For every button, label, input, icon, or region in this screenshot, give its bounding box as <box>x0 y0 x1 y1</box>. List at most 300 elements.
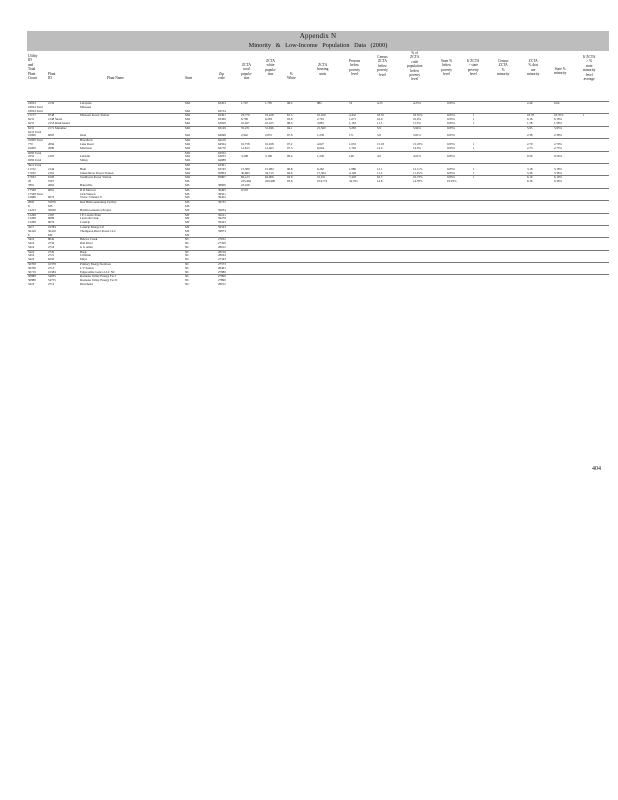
table-cell: NC <box>185 265 190 270</box>
table-cell: 9.83% <box>447 145 455 150</box>
table-cell: 50888 <box>28 278 36 283</box>
table-cell: 18034 <box>28 101 36 105</box>
table-cell: 59101 <box>218 212 226 217</box>
table-cell: 5416 <box>28 249 35 254</box>
table-cell: 2.38% <box>554 133 562 138</box>
table-cell: 10.73% <box>413 175 423 180</box>
table-cell: 9.83% <box>447 120 455 125</box>
table-cell: 63369 <box>218 117 226 122</box>
table-cell: 6.36% <box>554 179 562 184</box>
table-cell: 93.6 <box>287 179 293 184</box>
table-cell: 10.7 <box>377 175 383 180</box>
table-cell: 63134 <box>218 108 226 113</box>
table-cell: 65807 <box>218 175 226 180</box>
header-utility: Utility ID and Total Plant Count <box>28 54 38 81</box>
header-census-minority: Census ZCTA % minority <box>497 59 510 77</box>
table-cell: 1,163 <box>349 120 356 125</box>
table-cell: 18034 Total <box>28 108 43 113</box>
table-cell: 10,758 <box>241 141 250 146</box>
header-flag-minority: If ZCTA > % state minority level average <box>583 55 596 82</box>
table-cell: 6089 <box>48 216 55 221</box>
table-cell: L V Sutton <box>80 265 94 270</box>
table-cell: MO <box>185 113 190 118</box>
table-cell: Belews Creek <box>80 237 98 242</box>
table-cell: 171 <box>349 133 354 138</box>
table-cell: 6061 <box>48 187 55 192</box>
table-cell: 5.81% <box>413 133 421 138</box>
table-cell: 54035 <box>48 274 56 279</box>
table-cell: Hunt <box>80 166 87 171</box>
header-poverty: Persons below poverty level <box>349 59 361 77</box>
table-cell: 9.83% <box>447 113 455 118</box>
table-cell: 21,560 <box>317 125 326 130</box>
table-cell: MO <box>185 138 190 143</box>
table-cell: 220,490 <box>265 179 276 184</box>
table-cell: 17568 <box>28 187 36 192</box>
table-cell: 28401 <box>218 265 226 270</box>
table-cell: Batesville <box>80 182 93 187</box>
table-cell: Lake Road <box>80 141 94 146</box>
table-cell: 7801 <box>28 182 35 187</box>
table-cell: MO <box>185 158 190 163</box>
table-cell: 11722 <box>28 166 36 171</box>
table-cell: 2062 <box>48 182 55 187</box>
table-cell: 36,683 <box>241 170 250 175</box>
table-cell: 1 <box>473 117 475 122</box>
table-cell: 2721 <box>48 253 55 258</box>
table-cell: 2103 <box>48 154 55 159</box>
table-cell: 11.25% <box>413 170 423 175</box>
header-zcta-white: ZCTA white popula- tion <box>265 59 276 77</box>
table-cell: TOT <box>48 179 54 184</box>
table-cell: 9.83% <box>447 133 455 138</box>
table-cell: 2187 <box>48 212 55 217</box>
table-cell: 3,208 <box>241 154 248 159</box>
table-cell: 1 <box>473 120 475 125</box>
table-cell: 4.25% <box>413 101 421 105</box>
table-cell: NC <box>185 262 190 267</box>
table-cell: 94.1 <box>287 125 293 130</box>
table-cell: 6195 <box>48 175 55 180</box>
table-cell: 28024 <box>218 253 226 258</box>
table-cell: 8 <box>28 203 30 208</box>
table-cell: 770 <box>28 141 33 146</box>
table-cell: 15,084 <box>265 166 274 171</box>
table-cell: 6231 Total <box>28 129 42 134</box>
table-cell: 1,633 <box>349 141 356 146</box>
table-cell: 28159 <box>218 249 226 254</box>
table-cell: 64120 <box>218 138 226 143</box>
table-cell: 27890 <box>218 278 226 283</box>
table-cell: MS <box>185 203 190 208</box>
table-cell: 2080 <box>48 145 55 150</box>
table-cell: 0.04 <box>554 101 560 105</box>
table-cell: 98.2 <box>287 101 293 105</box>
table-cell: 10384 <box>48 269 56 274</box>
table-cell: 69,123 <box>241 175 250 180</box>
table-cell: 6072 <box>48 195 55 200</box>
table-cell: 2153 Rush Island <box>48 120 70 125</box>
table-cell: G G Allen <box>80 244 93 249</box>
table-cell: 10784 <box>48 224 56 229</box>
table-cell: 34,715 <box>265 170 274 175</box>
table-cell: 7,418 <box>349 175 356 180</box>
header-pct-zcta-below: % of ZCTA code population below poverty level <box>407 51 423 82</box>
table-cell: 6.18% <box>554 117 562 122</box>
table-cell: 17,304 <box>317 170 326 175</box>
table-cell: 26 <box>28 179 32 184</box>
table-cell: 10,267 <box>241 120 250 125</box>
table-cell: 6748 <box>48 113 55 118</box>
header-plant-name: Plant Name <box>107 76 124 80</box>
table-cell: NC <box>185 282 190 287</box>
table-cell: 1,230 <box>317 154 324 159</box>
table-cell: Mayo <box>80 257 88 262</box>
table-cell: Montrose <box>80 145 92 150</box>
table-cell: Southwest Power Station <box>80 175 112 180</box>
table-cell: 28012 <box>218 282 226 287</box>
table-cell: 27573 <box>218 262 226 267</box>
table-cell: 55,231 <box>241 125 250 130</box>
header-state: State <box>185 76 193 80</box>
table-cell: 2.73 <box>527 145 533 150</box>
table-cell: 16.0% <box>413 117 421 122</box>
table-cell: 27343 <box>218 257 226 262</box>
table-cell: 18.55 <box>377 113 384 118</box>
table-cell: 39465 <box>218 187 226 192</box>
header-zip: Zip code <box>218 72 225 81</box>
table-cell: 38606 <box>218 182 226 187</box>
table-cell: Hardin Generator Project <box>80 207 112 212</box>
table-cell: 14233 <box>28 207 36 212</box>
header-zcta-pop: ZCTA total popula- tion <box>241 63 252 81</box>
table-cell: 2,942 <box>241 133 248 138</box>
table-cell: 5.36 <box>527 170 533 175</box>
table-cell: 15.18% <box>413 141 423 146</box>
title-banner <box>27 31 609 51</box>
table-cell: MT <box>185 224 190 229</box>
table-cell: 5416 <box>28 282 35 287</box>
table-cell: 6.10% <box>554 175 562 180</box>
table-cell: 6231 <box>28 125 35 130</box>
table-cell: 39735 <box>218 200 226 205</box>
table-cell: 17632 <box>28 175 36 180</box>
table-cell: 2.40 <box>527 101 533 105</box>
header-state-below: State % below poverty level <box>441 59 453 77</box>
table-cell: 3.18 <box>527 166 533 171</box>
table-cell: Victor J Daniel Jr <box>80 195 102 200</box>
table-cell: MS <box>185 187 190 192</box>
table-cell: R D Morrow <box>80 187 96 192</box>
table-cell: 11.3 <box>377 170 383 175</box>
table-cell: Dan River <box>80 241 93 246</box>
table-cell: Jack Watson <box>80 191 96 196</box>
table-cell: MO <box>185 108 190 113</box>
table-cell: 17632 <box>28 170 36 175</box>
table-cell: Labadie <box>80 154 90 159</box>
header-state-minority: State % minority <box>554 67 567 76</box>
table-cell: 1 <box>473 141 475 146</box>
table-cell: NC <box>185 274 190 279</box>
table-cell: 1 <box>473 145 475 150</box>
table-cell: MS <box>48 203 53 208</box>
table-cell: 9.83% <box>447 166 455 171</box>
table-cell: Roanoke Valley Energy Fac II <box>80 278 118 283</box>
table-cell: 28012 <box>218 244 226 249</box>
table-cell: 12.1 <box>377 166 383 171</box>
table-cell: Riverbend <box>80 282 93 287</box>
table-cell: 64504 <box>218 141 226 146</box>
table-cell: MT <box>185 207 190 212</box>
table-cell: 56410 <box>28 228 36 233</box>
table-cell: 6.18 <box>527 117 533 122</box>
table-cell: MO <box>185 133 190 138</box>
table-cell: 6231 <box>28 120 35 125</box>
table-cell: 4,128 <box>349 170 356 175</box>
table-cell: Buck <box>80 249 87 254</box>
table-cell: 99.4 <box>287 154 293 159</box>
table-cell: 6,709 <box>241 117 248 122</box>
table-cell: 1 <box>583 113 585 118</box>
table-cell: 1 <box>473 166 475 171</box>
table-cell: 14.0 <box>377 145 383 150</box>
table-cell: 6.36 <box>527 179 533 184</box>
table-cell: 6582 Total <box>28 150 42 155</box>
table-cell: MT <box>185 228 190 233</box>
table-cell: Lewis & Clark <box>80 216 99 221</box>
table-cell: 97.2 <box>287 141 293 146</box>
table-cell: 2718 <box>48 244 55 249</box>
table-row <box>27 283 609 287</box>
table-cell: 10000 <box>28 145 36 150</box>
table-cell: Missouri <box>80 104 92 109</box>
table-cell: MT <box>185 220 190 225</box>
table-cell: 5416 <box>28 257 35 262</box>
table-cell: 39501 <box>218 191 226 196</box>
table-cell: 97.3 <box>287 145 293 150</box>
header-plant-id: Plant ID <box>48 72 56 81</box>
table-cell: 3.18% <box>554 166 562 171</box>
table-cell: MO <box>185 117 190 122</box>
table-title: Minority & Low-Income Population Data (2000) <box>248 42 388 49</box>
table-cell: 1 <box>473 170 475 175</box>
table-cell: 235,464 <box>241 179 252 184</box>
table-cell: 96.8 <box>287 166 293 171</box>
header-zcta-minority: ZCTA % that are minority <box>527 59 540 77</box>
table-cell: 2161 <box>48 170 55 175</box>
table-cell: 50888 <box>28 274 36 279</box>
table-cell: 1,747 <box>241 101 248 105</box>
table-cell: 5.8 <box>377 133 381 138</box>
table-cell: 882 <box>317 101 322 105</box>
table-cell: Missouri Power Station <box>80 113 110 118</box>
table-cell: MO <box>185 145 190 150</box>
table-cell: 65804 <box>218 170 226 175</box>
table-cell: MS <box>185 182 190 187</box>
table-cell: MO <box>185 170 190 175</box>
table-cell: 0.56 <box>527 154 533 159</box>
table-cell: 63552 <box>218 150 226 155</box>
table-cell: NC <box>185 237 190 242</box>
table-cell: 59323 <box>218 220 226 225</box>
table-cell: 81.3 <box>287 113 293 118</box>
table-cell: 27320 <box>218 241 226 246</box>
table-cell: 9.83% <box>447 175 455 180</box>
table-cell: Iatan <box>80 133 87 138</box>
page-number: 404 <box>592 466 601 472</box>
table-cell: 59323 <box>218 224 226 229</box>
table-cell: 12,813 <box>241 145 250 150</box>
table-cell: 4,627 <box>317 141 324 146</box>
table-cell: 4.23 <box>377 101 383 105</box>
appendix-title: Appendix N <box>299 32 337 40</box>
table-cell: 9.83% <box>447 101 455 105</box>
table-cell: 6,293 <box>265 117 272 122</box>
table-cell: 64770 <box>218 145 226 150</box>
table-cell: 2,872 <box>265 133 272 138</box>
table-cell: 11.3 <box>377 120 383 125</box>
table-cell: 18.55% <box>413 113 423 118</box>
table-cell: 1,239 <box>317 133 324 138</box>
table-cell: 10,458 <box>265 141 274 146</box>
table-cell: 1.58 <box>527 120 533 125</box>
table-cell: 15.18 <box>377 141 384 146</box>
header-census-zcta: Census ZCTA below poverty level <box>377 55 388 77</box>
table-cell: 15298 <box>28 212 36 217</box>
table-cell: 56708 <box>28 265 36 270</box>
table-cell: 3,190 <box>265 154 272 159</box>
table-cell: 8042 <box>48 237 55 242</box>
table-cell: 2732 <box>48 241 55 246</box>
table-cell: 5416 <box>28 244 35 249</box>
table-cell: MO <box>185 125 190 130</box>
table-cell: 6231 <box>28 117 35 122</box>
table-cell: 9.83% <box>447 125 455 130</box>
table-cell: J E Corette Plant <box>80 212 101 217</box>
table-cell: 9.83% <box>447 117 455 122</box>
table-cell: 2720 <box>48 249 55 254</box>
table-cell: 5.95 <box>527 125 533 130</box>
table-cell: 17177 <box>28 113 36 118</box>
table-cell: 19.93% <box>447 179 457 184</box>
table-cell: 93.9 <box>287 175 293 180</box>
table-cell: Thompson River Power LLC <box>80 228 117 233</box>
table-cell: 1.58% <box>554 120 562 125</box>
table-cell: 2.79 <box>527 141 533 146</box>
table-cell: 54755 <box>48 278 56 283</box>
table-cell: NC <box>185 244 190 249</box>
table-cell: 6,044 <box>317 145 324 150</box>
table-cell: Roanoke Valley Energy Fac I <box>80 274 117 279</box>
table-cell: 27886 <box>218 269 226 274</box>
table-cell: 2695 <box>28 200 35 205</box>
table-cell: NC <box>185 241 190 246</box>
table-cell: 63301 <box>218 113 226 118</box>
table-cell: 16.0 <box>377 117 383 122</box>
table-cell: 34,793 <box>349 179 358 184</box>
table-cell: MT <box>185 216 190 221</box>
table-cell: James River Power Station <box>80 170 114 175</box>
table-cell: 50719 <box>28 269 36 274</box>
table-cell: 11.3% <box>413 120 421 125</box>
table-cell: 2713 <box>48 265 55 270</box>
table-cell: Red Hills Generating Facility <box>80 200 117 205</box>
table-cell: MT <box>185 212 190 217</box>
table-cell: Primary Energy Roxboro <box>80 262 112 267</box>
table-cell: 1,792 <box>349 145 356 150</box>
table-cell: Colstrip Energy LP <box>80 224 105 229</box>
table-cell: 18034 Total <box>28 104 43 109</box>
table-cell: MS <box>185 200 190 205</box>
table-cell: 6076 <box>48 220 55 225</box>
table-cell: NC <box>185 253 190 258</box>
table-cell: MT <box>185 232 190 237</box>
table-cell: 2171 Meramec <box>48 125 67 130</box>
table-cell: 17568 Total <box>28 191 43 196</box>
table-cell: 5416 <box>28 253 35 258</box>
header-housing: ZCTA housing units <box>317 63 329 76</box>
table-cell: 0.56% <box>554 154 562 159</box>
table-cell: 6 <box>28 232 30 237</box>
table-cell: NC <box>185 257 190 262</box>
table-cell: 6.10 <box>527 175 533 180</box>
table-cell: 1 <box>473 175 475 180</box>
table-cell: 2144 <box>48 166 55 171</box>
table-cell: 64,906 <box>265 175 274 180</box>
table-cell: 12,463 <box>265 145 274 150</box>
table-cell: MS <box>185 191 190 196</box>
table-cell: 4,432 <box>349 113 356 118</box>
table-header <box>27 51 609 102</box>
table-cell: 56410 <box>48 228 56 233</box>
table-cell: 2148 Sioux <box>48 117 63 122</box>
table-cell: 50930 <box>48 207 56 212</box>
table-cell: 5612 Total <box>28 162 42 167</box>
table-cell: 18.70 <box>527 113 534 118</box>
table-cell: 2712 <box>48 282 55 287</box>
table-cell: 14.8 <box>377 179 383 184</box>
table-cell: Edgecombe Genco LLC NC <box>80 269 116 274</box>
table-cell: 15298 <box>28 220 36 225</box>
table-cell: 74 <box>349 101 353 105</box>
table-cell: Sibley <box>80 158 88 163</box>
table-cell: 2252 <box>28 154 35 159</box>
table-cell: 12.11% <box>413 166 423 171</box>
table-cell: 39452 <box>218 195 226 200</box>
table-cell: NC <box>185 278 190 283</box>
table-cell: 10000 <box>28 133 36 138</box>
table-cell: 10,105 <box>265 120 274 125</box>
table-cell: 2132 <box>48 101 55 105</box>
table-cell: MO <box>185 101 190 105</box>
table-cell: 59034 <box>218 207 226 212</box>
table-cell: 5.36% <box>554 170 562 175</box>
table-cell: 3,881 <box>317 120 324 125</box>
table-cell: 3,283 <box>349 125 356 130</box>
table-cell: 63745 <box>218 166 226 171</box>
table-cell: 10,160 <box>317 113 326 118</box>
table-cell: 5416 <box>28 241 35 246</box>
header-pct-white: % White <box>287 72 296 81</box>
table-cell: MS <box>185 195 190 200</box>
table-cell: 27052 <box>218 237 226 242</box>
table-cell: 9.83% <box>447 170 455 175</box>
table-cell: 63129 <box>218 125 226 130</box>
table-cell: 1,071 <box>349 117 356 122</box>
header-flag-poverty: If ZCTA > state poverty level <box>467 59 480 77</box>
table-cell: 9.83% <box>447 154 455 159</box>
table-cell: MO <box>185 166 190 171</box>
